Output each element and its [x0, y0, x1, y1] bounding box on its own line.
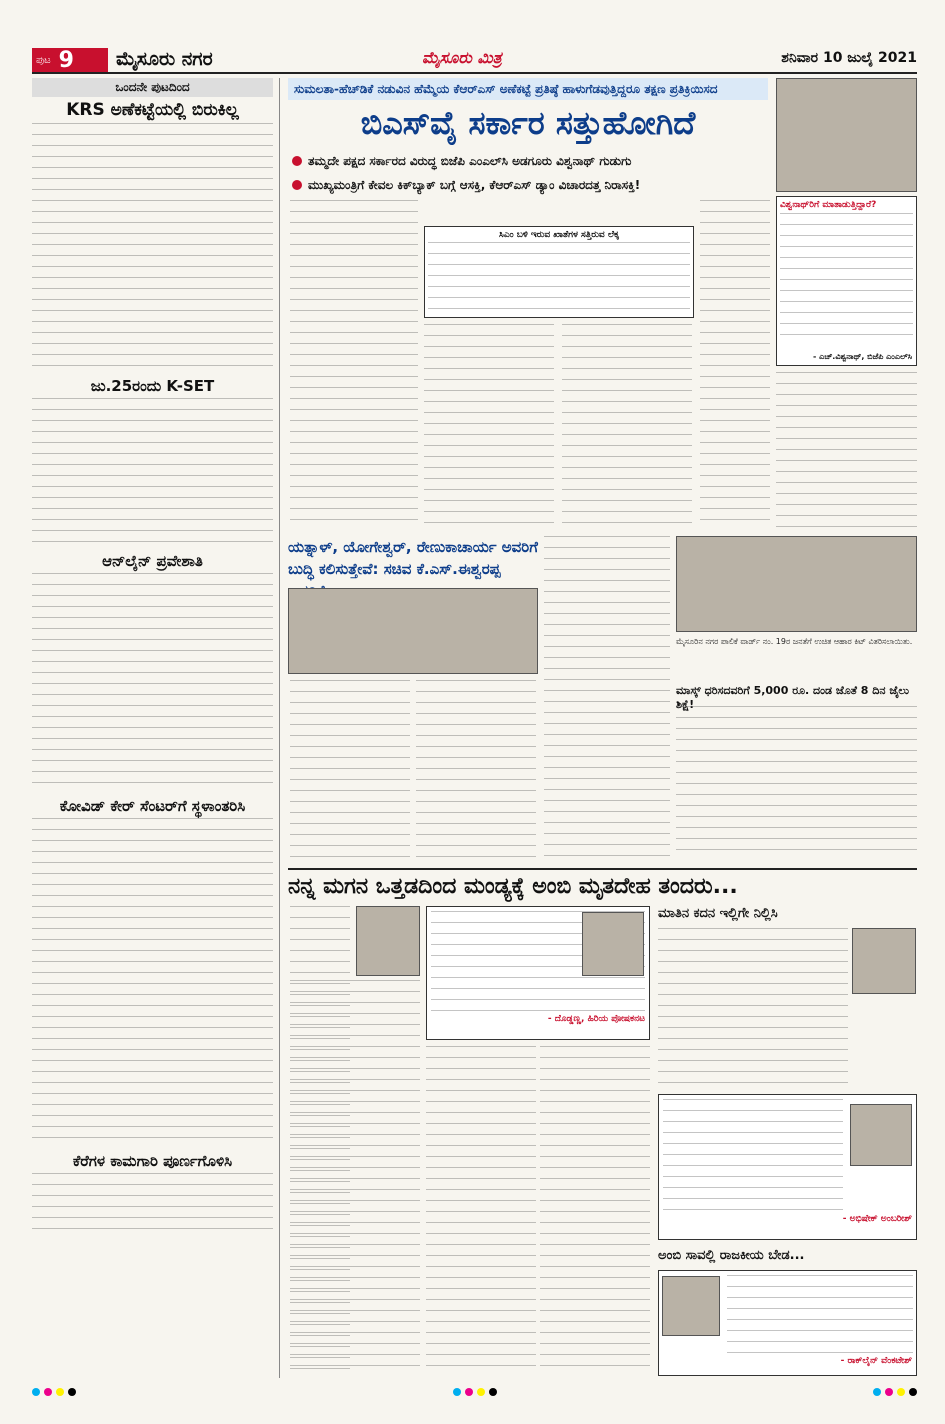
mask-fine-body: [676, 706, 917, 860]
story3-headline: ನನ್ನ ಮಗನ ಒತ್ತಡದಿಂದ ಮಂಡ್ಯಕ್ಕೆ ಅಂಬಿ ಮೃತದೇಹ ತಂದರು...: [288, 868, 917, 902]
story3-box-body: [658, 928, 848, 1088]
cyan-dot-icon: [873, 1388, 881, 1396]
abhishek-byline: - ಅಭಿಷೇಕ್ ಅಂಬರೀಶ್: [842, 1214, 912, 1224]
lead-body-col-4: [700, 200, 770, 530]
page-number-tag: [32, 48, 108, 72]
rockline-quote-text: [727, 1275, 913, 1353]
issue-date: ಶನಿವಾರ 10 ಜುಲೈ 2021: [781, 50, 917, 66]
story3-box-title: ಮಾತಿನ ಕದನ ಇಲ್ಲಿಗೇ ನಿಲ್ಲಿಸಿ: [658, 906, 778, 921]
story2-headline: ಯತ್ನಾಳ್, ಯೋಗೇಶ್ವರ್, ರೇಣುಕಾಚಾರ್ಯ ಅವರಿಗೆ ಬುದ್ಧಿ ಕಲಿಸುತ್ತೇವೆ: ಸಚಿವ ಕೆ.ಎಸ್.ಈಶ್ವರಪ್ಪ: [288, 538, 538, 578]
inset-body: [428, 242, 690, 312]
lead-kicker: ಸುಮಲತಾ-ಹೆಚ್‌ಡಿಕೆ ನಡುವಿನ ಹೆಮ್ಮೆಯ ಕೆಆರ್‌ಎಸ್ ಅಣೆಕಟ್ಟೆ ಪ್ರತಿಷ್ಠೆ ಹಾಳುಗೆಡವುತ್ತಿದ್ದರೂ ತಕ್ಷಣ ಪ್ರತಿಕ್ರಿಯಿಸದ: [288, 78, 768, 100]
story3-box2-title: ಅಂಬಿ ಸಾವಲ್ಲಿ ರಾಜಕೀಯ ಬೇಡ...: [658, 1248, 805, 1263]
covid-headline: ಕೋವಿಡ್ ಕೇರ್ ಸೆಂಟರ್‌ಗೆ ಸ್ಥಳಾಂತರಿಸಿ: [59, 797, 246, 815]
magenta-dot-icon: [44, 1388, 52, 1396]
press-meet-photo: [288, 588, 538, 674]
sidebox-body: [780, 213, 913, 338]
doddanna-photo: [582, 912, 644, 976]
rockline-byline: - ರಾಕ್‌ಲೈನ್ ವೆಂಕಟೇಶ್: [840, 1356, 912, 1366]
cmyk-marks-right: [873, 1388, 917, 1398]
story2-body-col-2: [416, 680, 536, 860]
abhishek-quote-text: [663, 1099, 843, 1211]
covid-body: [32, 818, 273, 1148]
food-kit-caption: ಮೈಸೂರಿನ ನಗರ ಪಾಲಿಕೆ ವಾರ್ಡ್ ನಂ. 19ರ ಜನತೆಗೆ ಉಚಿತ ಆಹಾರ ಕಿಟ್ ವಿತರಿಸಲಾಯಿತು.: [676, 637, 913, 646]
magenta-dot-icon: [465, 1388, 473, 1396]
page-label: ಪುಟ: [36, 54, 51, 66]
kset-headline: ಜು.25ರಂದು K-SET: [90, 377, 215, 395]
doddanna-byline: - ದೊಡ್ಡಣ್ಣ, ಹಿರಿಯ ಪೋಷಕನಟ: [547, 1014, 645, 1024]
yellow-dot-icon: [897, 1388, 905, 1396]
mask-fine-headline: ಮಾಸ್ಕ್ ಧರಿಸದವರಿಗೆ 5,000 ರೂ. ದಂಡ ಜೊತೆ 8 ದಿನ ಜೈಲು ಶಿಕ್ಷೆ!: [676, 684, 909, 711]
print-marks: [32, 1388, 917, 1398]
sidebox-title: ವಿಶ್ವನಾಥ್‌ರಿಗೆ ಮಾತಾಡುತ್ತಿದ್ದಾರೆ?: [780, 200, 877, 210]
story3-body-col-3: [540, 1046, 650, 1376]
section-name: ಮೈಸೂರು ನಗರ: [116, 48, 213, 70]
lakes-body: [32, 1173, 273, 1233]
cmyk-marks-center: [453, 1388, 497, 1398]
lead-headline: ಬಿಎಸ್‌ವೈ ಸರ್ಕಾರ ಸತ್ತುಹೋಗಿದೆ: [360, 104, 696, 142]
sumalatha-photo: [356, 906, 420, 976]
admission-headline: ಆನ್‌ಲೈನ್ ಪ್ರವೇಶಾತಿ: [102, 552, 203, 570]
admission-body: [32, 573, 273, 793]
lead-bullet-1: [292, 150, 768, 172]
sidebox-byline: - ಎಚ್.ವಿಶ್ವನಾಥ್, ಬಿಜೆಪಿ ಎಂಎಲ್‌ಸಿ: [813, 352, 912, 361]
lead-body-col-2: [424, 324, 554, 530]
continued-band: ಒಂದನೇ ಪುಟದಿಂದ: [32, 78, 273, 97]
rockline-photo: [662, 1276, 720, 1336]
lead-inset-box: [424, 226, 694, 318]
krs-headline: KRS ಅಣೆಕಟ್ಟೆಯಲ್ಲಿ ಬಿರುಕಿಲ್ಲ: [66, 100, 239, 120]
bullet-text: ತಮ್ಮದೇ ಪಕ್ಷದ ಸರ್ಕಾರದ ವಿರುದ್ಧ ಬಿಜೆಪಿ ಎಂಎಲ್‌ಸಿ ಅಡಗೂರು ವಿಶ್ವನಾಥ್ ಗುಡುಗು: [308, 153, 632, 168]
lead-body-col-3: [562, 324, 692, 530]
masthead: ಮೈಸೂರು ಮಿತ್ರ: [422, 48, 502, 67]
page-header: [32, 46, 917, 74]
story3-body-col-2: [426, 1046, 536, 1376]
cmyk-marks-left: [32, 1388, 76, 1398]
yellow-dot-icon: [477, 1388, 485, 1396]
cyan-dot-icon: [453, 1388, 461, 1396]
black-dot-icon: [909, 1388, 917, 1396]
bullet-text: ಮುಖ್ಯಮಂತ್ರಿಗೆ ಕೇವಲ ಕಿಕ್‌ಬ್ಯಾಕ್ ಬಗ್ಗೆ ಆಸಕ್ತಿ, ಕೆಆರ್‌ಎಸ್ ಡ್ಯಾಂ ವಿಚಾರದತ್ತ ನಿರಾಸಕ್ತಿ!: [308, 177, 641, 192]
vishwanath-photo: [776, 78, 917, 192]
abhishek-photo: [850, 1104, 912, 1166]
krs-body: [32, 123, 273, 373]
kset-body: [32, 398, 273, 548]
bullet-dot-icon: [292, 156, 302, 166]
black-dot-icon: [68, 1388, 76, 1396]
story2-body-col-1: [290, 680, 410, 860]
lead-bullet-2: [292, 174, 768, 196]
black-dot-icon: [489, 1388, 497, 1396]
story3-body-col-1b: [290, 980, 420, 1376]
left-column: [32, 78, 280, 1378]
food-kit-photo: [676, 536, 917, 632]
lead-body-col-5: [776, 372, 917, 530]
lead-sidebox: [776, 196, 917, 366]
lead-body-col-1: [290, 200, 418, 530]
devegowda-photo: [852, 928, 916, 994]
yellow-dot-icon: [56, 1388, 64, 1396]
cyan-dot-icon: [32, 1388, 40, 1396]
lakes-headline: ಕೆರೆಗಳ ಕಾಮಗಾರಿ ಪೂರ್ಣಗೊಳಿಸಿ: [72, 1152, 233, 1170]
page-number: 9: [58, 47, 74, 73]
magenta-dot-icon: [885, 1388, 893, 1396]
inset-title: ಸಿಎಂ ಬಳಿ ಇರುವ ಖಾತೆಗಳ ಸತ್ತಿರುವ ಲೆಕ್ಕ: [499, 230, 619, 240]
story2-body-col-3: [544, 536, 670, 860]
bullet-dot-icon: [292, 180, 302, 190]
